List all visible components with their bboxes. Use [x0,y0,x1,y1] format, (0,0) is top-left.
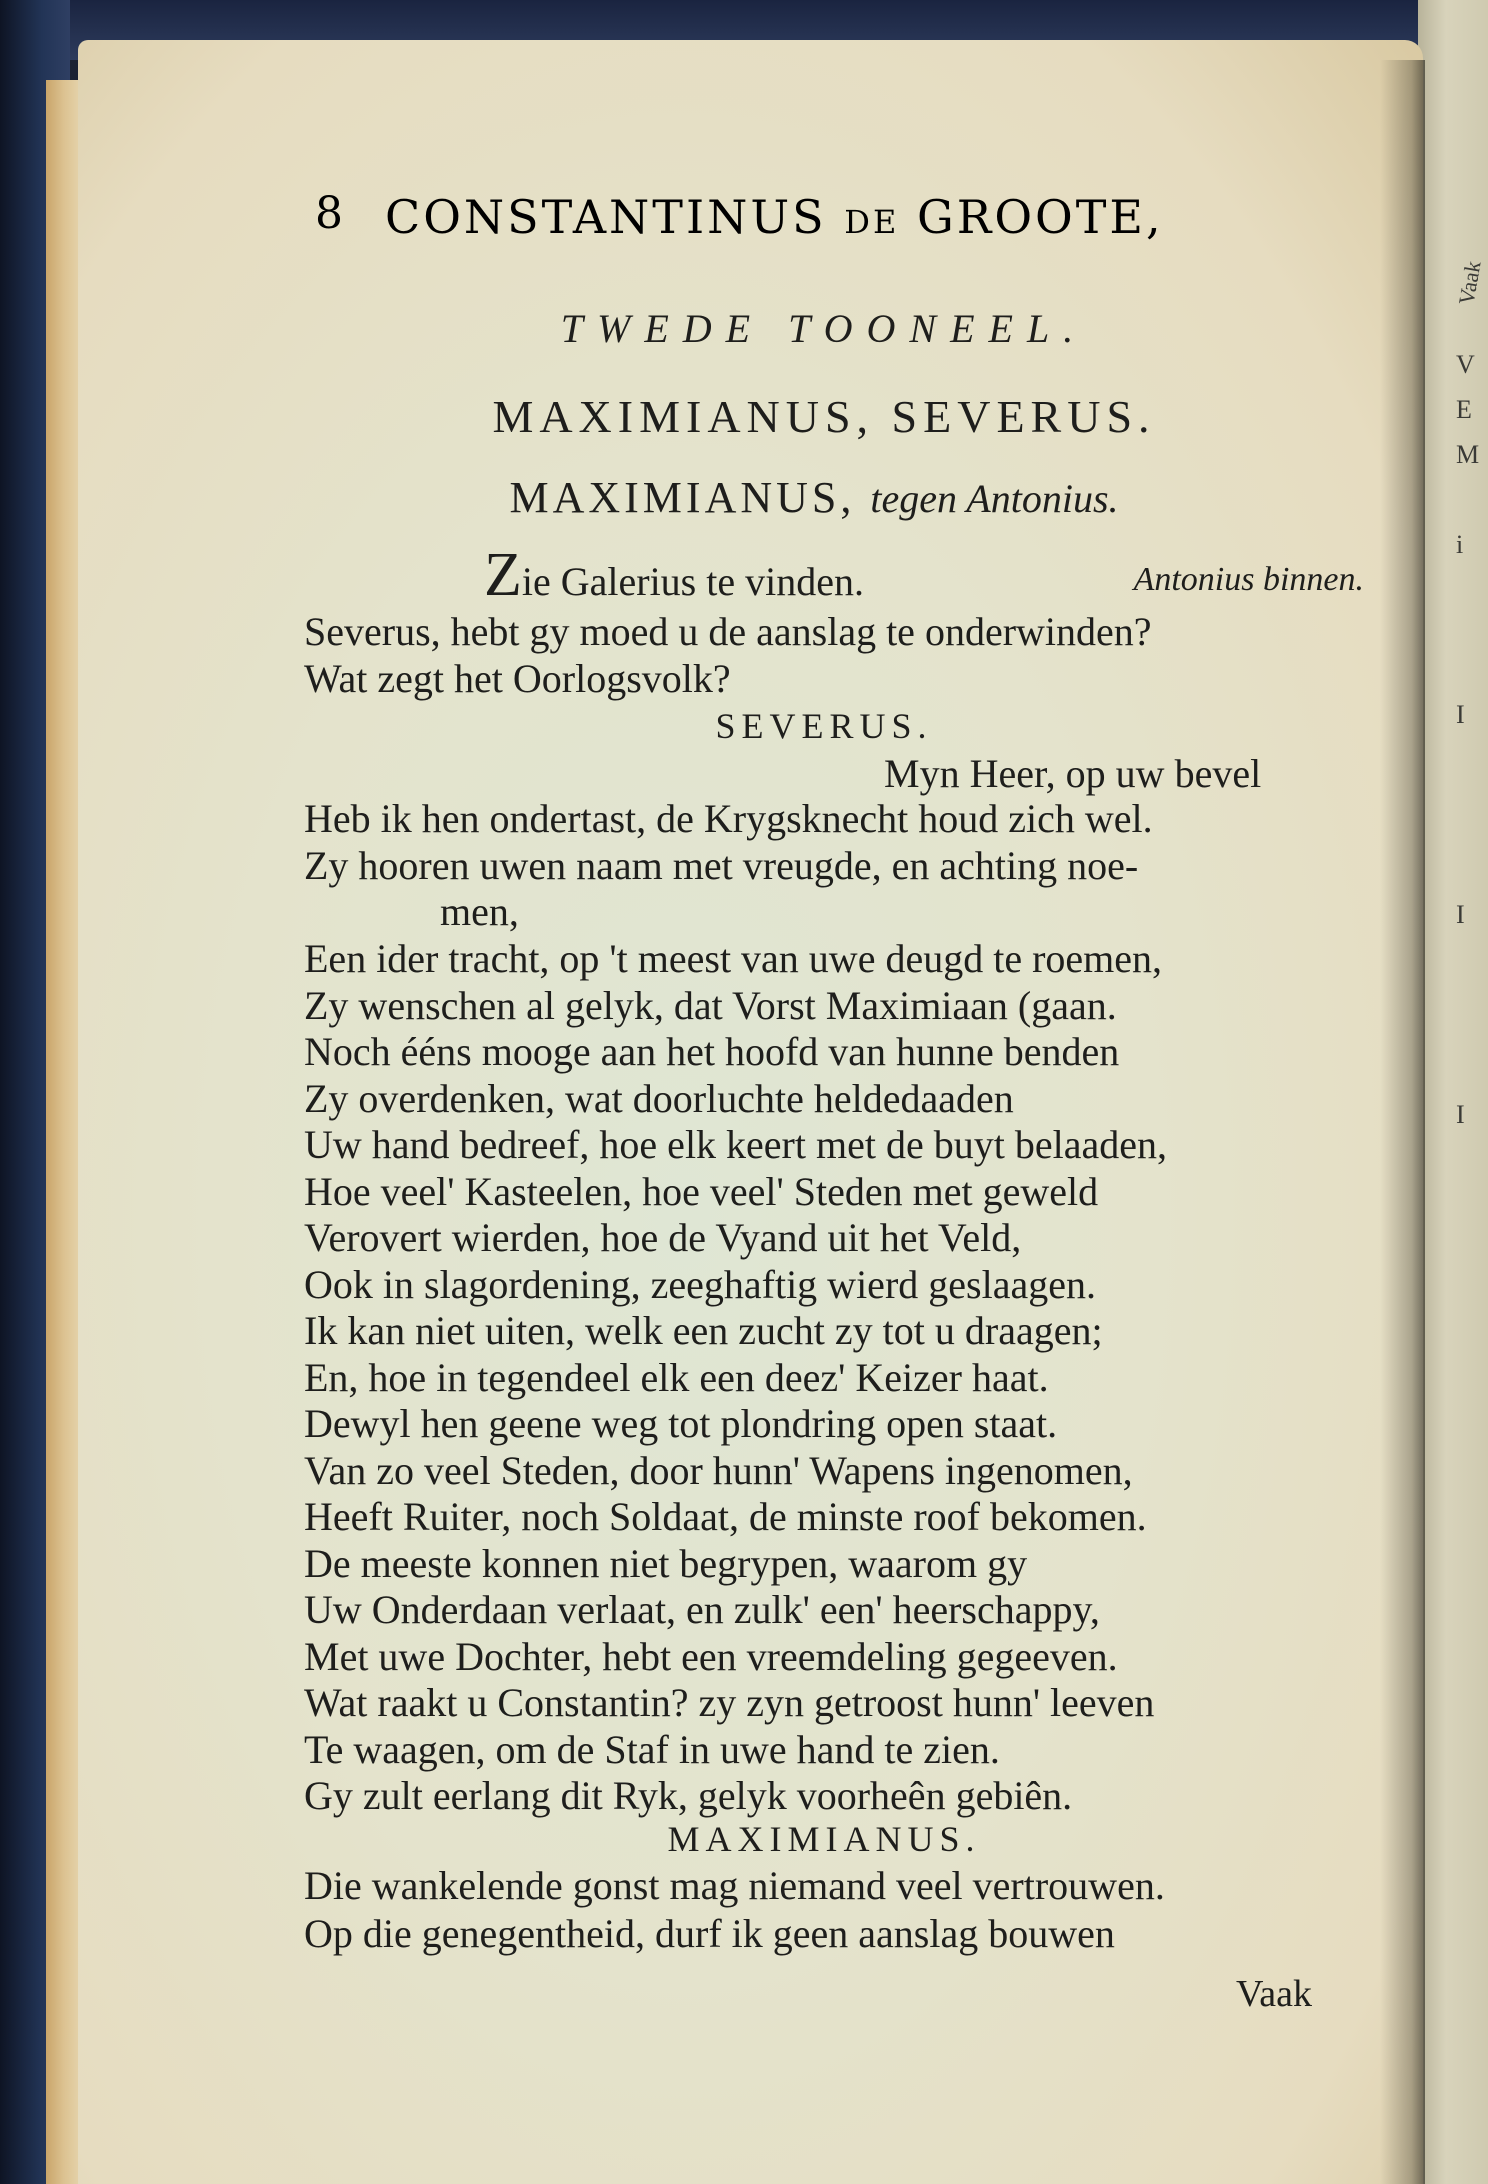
facing-fragment: I [1456,700,1465,729]
page-number: 8 [315,188,343,239]
facing-fragment: Vaak [1453,259,1486,307]
running-title: CONSTANTINUS de GROOTE, [385,190,1164,244]
verse-line: Met uwe Dochter, hebt een vreemdeling gegeeven. [304,1634,1118,1679]
verse-line: Zy overdenken, wat doorluchte heldedaaden [304,1076,1014,1121]
verse-line: Te waagen, om de Staf in uwe hand te zien. [304,1727,1000,1772]
verse-line: Ook in slagordening, zeeghaftig wierd geslaagen. [304,1262,1096,1307]
verse-line: Myn Heer, op uw bevel [884,751,1262,796]
running-header [315,188,1290,258]
verse-line: Noch ééns mooge aan het hoofd van hunne benden [304,1029,1120,1074]
verse-line: Uw hand bedreef, hoe elk keert met de buyt belaaden, [304,1122,1167,1167]
drop-cap: Z [484,541,522,609]
verse-line: Heb ik hen ondertast, de Krygsknecht houd zich wel. [304,796,1153,841]
verse-line: Uw Onderdaan verlaat, en zulk' een' heerschappy, [304,1587,1100,1632]
verse-line: Zy wenschen al gelyk, dat Vorst Maximiaan (gaan. [304,983,1117,1028]
stage-direction: tegen Antonius. [870,476,1119,521]
verse-line: Dewyl hen geene weg tot plondring open staat. [304,1401,1058,1446]
catchword: Vaak [1236,1973,1312,2015]
verse-text: ie Galerius te vinden. [521,559,864,604]
facing-fragment: M [1456,440,1480,469]
speaker-direction [0,472,1488,523]
verse-line: Zy hooren uwen naam met vreugde, en achting noe- [304,843,1139,888]
verse-line: De meeste konnen niet begrypen, waarom gy [304,1541,1028,1586]
verse-line: men, [440,889,519,934]
facing-fragment: E [1456,395,1472,424]
verse-line: En, hoe in tegendeel elk een deez' Keizer haat. [304,1355,1049,1400]
facing-fragment: I [1456,900,1465,929]
verse-line: Severus, hebt gy moed u de aanslag te onderwinden? [304,609,1152,654]
facing-fragment: i [1456,530,1464,559]
verse-line: Ik kan niet uiten, welk een zucht zy tot u draagen; [304,1308,1103,1353]
facing-fragment: I [1456,1100,1465,1129]
verse-line: Op die genegentheid, durf ik geen aanslag bouwen [304,1911,1115,1956]
verse-line: Die wankelende gonst mag niemand veel vertrouwen. [304,1863,1165,1908]
stage-direction: Antonius binnen. [1133,561,1364,598]
verse-line: Een ider tracht, op 't meest van uwe deugd te roemen, [304,936,1163,981]
verse-line: Wat raakt u Constantin? zy zyn getroost hunn' leeven [304,1680,1155,1725]
speaker-label: MAXIMIANUS. [667,1819,981,1859]
speaker-name: MAXIMIANUS, [509,473,856,522]
verse-line: Wat zegt het Oorlogsvolk? [304,656,731,701]
verse-line [304,541,1364,609]
characters-heading: MAXIMIANUS, SEVERUS. [492,391,1156,442]
verse-line: Hoe veel' Kasteelen, hoe veel' Steden met geweld [304,1169,1099,1214]
facing-fragment: V [1456,350,1475,379]
speaker-label: SEVERUS. [715,706,933,746]
verse-line: Gy zult eerlang dit Ryk, gelyk voorheên gebiên. [304,1773,1073,1818]
page-gutter-shadow [1380,60,1425,2184]
verse-line: Van zo veel Steden, door hunn' Wapens ingenomen, [304,1448,1133,1493]
verse-line: Verovert wierden, hoe de Vyand uit het Veld, [304,1215,1022,1260]
verse-line: Heeft Ruiter, noch Soldaat, de minste roof bekomen. [304,1494,1147,1539]
scene-title: TWEDE TOONEEL. [560,306,1088,351]
